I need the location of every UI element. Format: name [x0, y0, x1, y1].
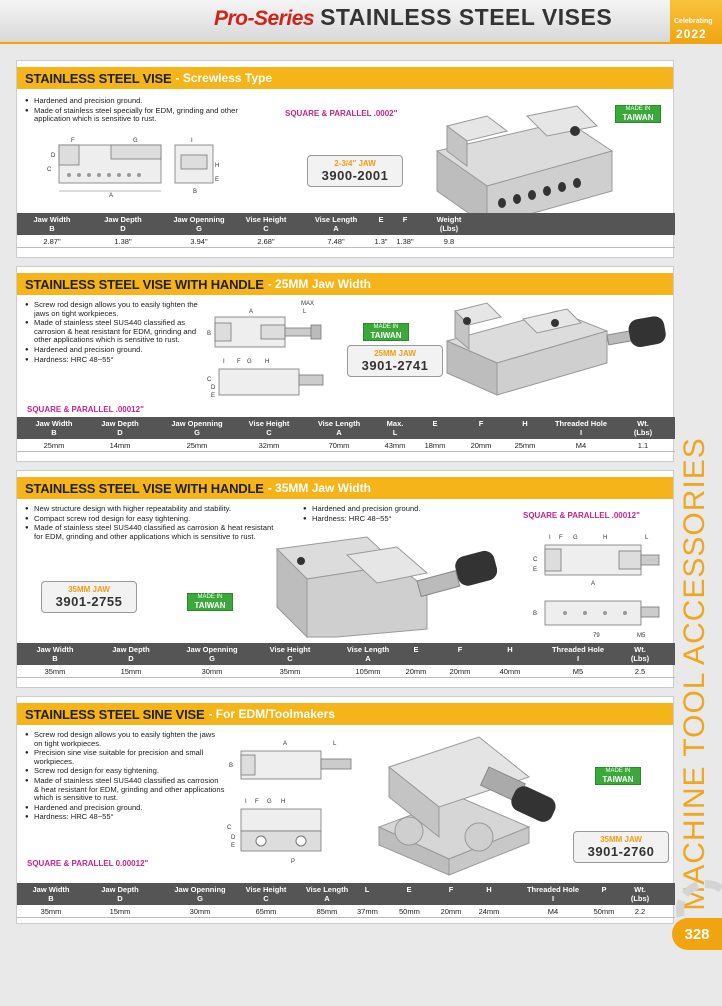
- feature-item: ● Hardened and precision ground.: [25, 346, 205, 355]
- spec-header-label: Threaded Hole: [554, 419, 608, 428]
- spec-value-cell: 35mm: [279, 667, 301, 676]
- spec-header-cell: [301, 215, 371, 233]
- spec-value-row: [17, 235, 675, 248]
- dim-label: D: [51, 153, 56, 159]
- feature-item: ● Made of stainless steel SUS440 classified as carrosion & heat resistant for EDM, grinding and other applications which is sensitive to rust.: [25, 524, 275, 541]
- model-jaw-size: 25MM JAW: [374, 349, 416, 358]
- spec-header-cell: [399, 885, 419, 894]
- spec-header-label: Max.: [386, 419, 404, 428]
- spec-header-code: P: [601, 885, 607, 894]
- dim-label: G: [573, 535, 578, 541]
- feature-item: ● Compact screw rod design for easy tightening.: [25, 515, 275, 524]
- spec-header-code: D: [117, 428, 123, 437]
- spec-header-code: D: [120, 224, 126, 233]
- model-number: 3901-2760: [587, 844, 655, 859]
- category-label: MACHINE TOOL ACCESSORIES: [678, 437, 711, 911]
- spec-value-cell: 18mm: [424, 441, 446, 450]
- feature-item: ● Hardness: HRC 48~55°: [303, 515, 473, 524]
- spec-header-row: [17, 417, 675, 439]
- dim-label: A: [109, 193, 114, 197]
- dim-label: I: [549, 535, 551, 541]
- feature-list: [25, 301, 205, 365]
- panel-title-bar: [17, 477, 673, 499]
- vise-dimension-drawing: [205, 297, 335, 409]
- feature-item: ● Hardened and precision ground.: [25, 97, 275, 106]
- square-parallel-spec: SQUARE & PARALLEL .00012": [27, 405, 144, 414]
- spec-value-row: [17, 439, 675, 452]
- spec-header-label: Wt.: [637, 419, 649, 428]
- spec-table: [17, 213, 675, 248]
- spec-value-cell: 3.94": [190, 237, 208, 246]
- feature-item: ● Made of stainless steel SUS440 classified as carrosion & heat resistant for EDM, grinding and other applications which is sensitive to rust.: [25, 777, 225, 803]
- spec-header-cell: [393, 215, 417, 224]
- spec-value-cell: 43mm: [384, 441, 406, 450]
- spec-header-label: Vise Height: [245, 885, 287, 894]
- dim-label: L: [333, 741, 337, 747]
- spec-value-cell: 1.1: [637, 441, 649, 450]
- made-in-line2: TAIWAN: [602, 775, 634, 784]
- model-box: [41, 581, 137, 613]
- dim-label: B: [533, 611, 538, 617]
- spec-table: [17, 643, 675, 678]
- spec-header-cell: [255, 645, 325, 663]
- spec-value-cell: 25mm: [186, 441, 208, 450]
- spec-header-cell: [477, 885, 501, 894]
- spec-header-cell: [445, 645, 475, 654]
- spec-header-cell: [167, 419, 227, 437]
- feature-item: ● Made of stainless steel SUS440 classified as carrosion & heat resistant for EDM, grinding and other applications which is sensitive to rust.: [25, 319, 205, 345]
- spec-header-code: (Lbs): [630, 894, 650, 903]
- dim-label: G: [247, 359, 252, 365]
- spec-header-code: D: [128, 654, 134, 663]
- spec-value-cell: 30mm: [189, 907, 211, 916]
- dim-label: I: [223, 359, 225, 365]
- spec-value-cell: 7.48": [327, 237, 345, 246]
- spec-header-code: H: [507, 645, 513, 654]
- spec-value-cell: 1.38": [396, 237, 414, 246]
- made-in-line1: MADE IN: [625, 106, 651, 112]
- product-panel-sine-vise: [16, 696, 674, 924]
- dim-label: I: [245, 799, 247, 805]
- feature-item: ● Made of stainless steel specially for EDM, grinding and other application which is sensitive to rust.: [25, 107, 275, 124]
- spec-header-label: Jaw Openning: [173, 215, 225, 224]
- spec-value-cell: 20mm: [449, 667, 471, 676]
- spec-value-cell: 25mm: [514, 441, 536, 450]
- spec-header-label: Jaw Openning: [174, 885, 226, 894]
- spec-header-cell: [23, 885, 79, 903]
- spec-value-cell: 105mm: [355, 667, 381, 676]
- dim-label: I: [191, 138, 193, 144]
- feature-list: [25, 97, 275, 125]
- spec-value-cell: 1.38": [114, 237, 132, 246]
- spec-header-label: Jaw Depth: [104, 215, 142, 224]
- title-label: STAINLESS STEEL VISES: [320, 4, 613, 30]
- spec-header-code: C: [263, 224, 269, 233]
- dim-label: C: [533, 557, 538, 563]
- spec-header-label: Jaw Depth: [112, 645, 150, 654]
- square-parallel-spec: SQUARE & PARALLEL .00012": [523, 511, 640, 520]
- dim-label: D: [211, 385, 216, 391]
- spec-header-cell: [333, 645, 403, 663]
- spec-header-code: L: [392, 428, 398, 437]
- dim-label: H: [265, 359, 270, 365]
- page-number: 328: [672, 918, 722, 950]
- spec-header-code: F: [478, 419, 484, 428]
- spec-header-code: F: [457, 645, 463, 654]
- made-in-line1: MADE IN: [373, 324, 399, 330]
- dim-label: H: [215, 163, 220, 169]
- spec-header-cell: [93, 419, 147, 437]
- model-jaw-size: 35MM JAW: [68, 585, 110, 594]
- spec-header-cell: [163, 215, 235, 233]
- page-header: [0, 0, 722, 44]
- vise-with-handle-photo: [267, 529, 497, 639]
- spec-header-code: E: [406, 885, 412, 894]
- spec-header-label: Vise Height: [248, 419, 290, 428]
- panel-title: STAINLESS STEEL SINE VISE: [25, 706, 205, 722]
- made-in-taiwan-badge: [187, 593, 233, 611]
- panel-title-bar: [17, 67, 673, 89]
- spec-value-cell: 2.68": [257, 237, 275, 246]
- made-in-line2: TAIWAN: [194, 601, 226, 610]
- dim-label: L: [645, 535, 649, 541]
- spec-value-cell: 37mm: [357, 907, 378, 916]
- spec-header-label: Threaded Hole: [551, 645, 605, 654]
- panel-subtitle: - Screwless Type: [175, 71, 272, 85]
- spec-header-label: Vise Length: [317, 419, 361, 428]
- dim-label: P: [291, 859, 296, 865]
- spec-value-cell: 20mm: [470, 441, 492, 450]
- spec-header-cell: [231, 885, 301, 903]
- spec-header-code: A: [333, 224, 339, 233]
- spec-header-code: A: [365, 654, 371, 663]
- spec-header-label: Vise Height: [269, 645, 311, 654]
- spec-header-code: C: [263, 894, 269, 903]
- spec-header-cell: [537, 645, 619, 663]
- badge-year: 2022: [676, 27, 707, 41]
- brand-label: Pro-Series: [214, 7, 315, 30]
- spec-header-label: Vise Length: [346, 645, 390, 654]
- feature-item: ● Hardness: HRC 48~55°: [25, 813, 225, 822]
- spec-header-cell: [541, 419, 621, 437]
- dim-label: E: [231, 843, 236, 849]
- made-in-line1: MADE IN: [197, 594, 223, 600]
- square-parallel-spec: SQUARE & PARALLEL .0002": [285, 109, 398, 118]
- spec-header-cell: [423, 419, 447, 428]
- feature-list: [25, 731, 225, 823]
- dim-label: F: [255, 799, 259, 805]
- dim-label: F: [559, 535, 563, 541]
- panel-title: STAINLESS STEEL VISE: [25, 70, 172, 86]
- spec-header-label: Jaw Openning: [186, 645, 238, 654]
- spec-value-cell: 2.2: [634, 907, 646, 916]
- spec-value-cell: 70mm: [328, 441, 350, 450]
- vise-dimension-drawing: [515, 525, 665, 645]
- feature-item: ● Hardened and precision ground.: [25, 804, 225, 813]
- spec-header-code: L: [364, 885, 370, 894]
- spec-header-label: Vise Length: [314, 215, 358, 224]
- spec-value-row: [17, 905, 675, 918]
- spec-value-cell: 50mm: [593, 907, 615, 916]
- spec-value-row: [17, 665, 675, 678]
- spec-header-cell: [593, 885, 615, 894]
- spec-value-cell: 35mm: [44, 667, 66, 676]
- spec-header-label: Jaw Depth: [101, 885, 139, 894]
- product-panel-screwless: [16, 60, 674, 258]
- model-box: [307, 155, 403, 187]
- spec-header-code: I: [576, 654, 580, 663]
- spec-value-cell: 15mm: [109, 907, 131, 916]
- spec-value-cell: M5: [572, 667, 584, 676]
- dim-label: A: [591, 581, 596, 587]
- feature-item: ● Screw rod design for easy tightening.: [25, 767, 225, 776]
- spec-header-code: G: [197, 894, 203, 903]
- spec-header-label: Weight: [436, 215, 462, 224]
- spec-value-cell: 9.8: [443, 237, 455, 246]
- feature-item: ● Screw rod design allows you to easily tighten the jaws on tight workpieces.: [25, 731, 225, 748]
- made-in-line1: MADE IN: [605, 768, 631, 774]
- dim-label: B: [193, 189, 198, 195]
- dim-label: A: [283, 741, 288, 747]
- panel-subtitle: - For EDM/Toolmakers: [208, 707, 335, 721]
- square-parallel-spec: SQUARE & PARALLEL 0.00012": [27, 859, 149, 868]
- dim-label: H: [281, 799, 286, 805]
- sine-vise-photo: [369, 727, 579, 877]
- vise-with-handle-photo: [437, 291, 667, 401]
- vise-dimension-drawing: [47, 137, 227, 197]
- spec-header-code: B: [49, 224, 55, 233]
- anniversary-badge: [670, 0, 722, 44]
- model-number: 3900-2001: [321, 168, 389, 183]
- spec-header-cell: [419, 215, 479, 233]
- dim-label: E: [215, 177, 220, 183]
- dim-label: MAX: [301, 301, 315, 307]
- dim-label: C: [47, 167, 52, 173]
- spec-header-row: [17, 883, 675, 905]
- spec-value-cell: 40mm: [499, 667, 521, 676]
- panel-subtitle: - 35MM Jaw Width: [267, 481, 371, 495]
- spec-header-code: D: [117, 894, 123, 903]
- spec-header-cell: [439, 885, 463, 894]
- spec-value-cell: 14mm: [109, 441, 131, 450]
- spec-header-code: (Lbs): [630, 654, 650, 663]
- spec-value-cell: 20mm: [405, 667, 427, 676]
- model-box: [347, 345, 443, 377]
- panel-title: STAINLESS STEEL VISE WITH HANDLE: [25, 480, 264, 496]
- spec-header-cell: [469, 419, 493, 428]
- spec-header-code: I: [551, 894, 555, 903]
- model-box: [573, 831, 669, 863]
- spec-value-cell: 20mm: [440, 907, 462, 916]
- spec-header-label: Jaw Openning: [171, 419, 223, 428]
- spec-header-row: [17, 213, 675, 235]
- spec-header-cell: [513, 419, 537, 428]
- product-panel-35mm: [16, 470, 674, 688]
- spec-header-code: H: [486, 885, 492, 894]
- page-title: [214, 4, 612, 38]
- made-in-line2: TAIWAN: [622, 113, 654, 122]
- spec-value-cell: 35mm: [40, 907, 62, 916]
- spec-header-code: E: [432, 419, 438, 428]
- spec-header-code: F: [402, 215, 408, 224]
- spec-header-code: F: [448, 885, 454, 894]
- spec-table: [17, 417, 675, 452]
- dim-label: C: [207, 377, 212, 383]
- spec-header-code: G: [196, 224, 202, 233]
- panel-title-bar: [17, 703, 673, 725]
- dim-label: L: [303, 309, 307, 315]
- spec-header-cell: [401, 645, 431, 654]
- panel-title: STAINLESS STEEL VISE WITH HANDLE: [25, 276, 264, 292]
- feature-list-right: [303, 505, 473, 524]
- dim-label: F: [71, 138, 75, 144]
- dim-label: F: [237, 359, 241, 365]
- spec-header-cell: [93, 885, 147, 903]
- spec-table: [17, 883, 675, 918]
- made-in-taiwan-badge: [363, 323, 409, 341]
- spec-value-cell: 15mm: [120, 667, 142, 676]
- spec-header-cell: [619, 885, 661, 903]
- model-jaw-size: 35MM JAW: [600, 835, 642, 844]
- spec-header-code: B: [48, 894, 54, 903]
- spec-header-code: A: [336, 428, 342, 437]
- spec-header-cell: [357, 885, 377, 894]
- spec-header-cell: [623, 419, 663, 437]
- feature-item: ● Screw rod design allows you to easily tighten the jaws on tight workpieces.: [25, 301, 205, 318]
- spec-header-cell: [375, 419, 415, 437]
- spec-header-label: Jaw Width: [36, 645, 74, 654]
- spec-header-code: G: [194, 428, 200, 437]
- spec-header-label: Threaded Hole: [526, 885, 580, 894]
- made-in-taiwan-badge: [615, 105, 661, 123]
- spec-header-cell: [513, 885, 593, 903]
- product-panel-25mm: [16, 266, 674, 462]
- spec-header-cell: [165, 885, 235, 903]
- dim-label: M5: [637, 633, 646, 639]
- spec-header-code: I: [579, 428, 583, 437]
- made-in-taiwan-badge: [595, 767, 641, 785]
- feature-item: ● Hardened and precision ground.: [303, 505, 473, 514]
- spec-value-cell: 65mm: [255, 907, 277, 916]
- model-number: 3901-2755: [55, 594, 123, 609]
- spec-value-cell: 50mm: [399, 907, 420, 916]
- dim-label: D: [231, 835, 236, 841]
- dim-label: G: [133, 138, 138, 144]
- spec-header-label: Vise Length: [305, 885, 349, 894]
- feature-item: ● New structure design with higher repeatability and stability.: [25, 505, 275, 514]
- spec-header-label: Jaw Width: [33, 215, 71, 224]
- spec-header-cell: [27, 419, 81, 437]
- spec-header-code: H: [522, 419, 528, 428]
- model-number: 3901-2741: [361, 358, 429, 373]
- dim-label: B: [229, 763, 234, 769]
- dim-label: A: [249, 309, 254, 315]
- spec-header-cell: [495, 645, 525, 654]
- spec-header-label: Jaw Width: [35, 419, 73, 428]
- feature-item: ● Hardness: HRC 48~55°: [25, 356, 205, 365]
- spec-header-code: B: [51, 428, 57, 437]
- vise-dimension-drawing: [221, 731, 371, 867]
- spec-header-cell: [93, 215, 153, 233]
- spec-header-label: Wt.: [634, 885, 646, 894]
- spec-header-code: C: [266, 428, 272, 437]
- spec-header-cell: [103, 645, 159, 663]
- dim-label: E: [211, 393, 216, 399]
- spec-header-code: E: [413, 645, 419, 654]
- spec-value-cell: 25mm: [43, 441, 65, 450]
- spec-value-cell: M4: [547, 907, 559, 916]
- spec-header-cell: [619, 645, 661, 663]
- spec-header-label: Jaw Width: [32, 885, 70, 894]
- spec-value-cell: 85mm: [316, 907, 338, 916]
- spec-header-cell: [371, 215, 391, 224]
- dim-label: E: [533, 567, 538, 573]
- screwless-vise-photo: [417, 91, 617, 231]
- dim-label: C: [227, 825, 232, 831]
- feature-list: [25, 505, 275, 542]
- made-in-line2: TAIWAN: [370, 331, 402, 340]
- spec-value-cell: 24mm: [478, 907, 500, 916]
- spec-header-cell: [27, 645, 83, 663]
- spec-value-cell: 32mm: [258, 441, 280, 450]
- model-jaw-size: 2-3/4" JAW: [334, 159, 376, 168]
- spec-header-code: G: [209, 654, 215, 663]
- spec-value-cell: 2.5: [634, 667, 646, 676]
- dim-label: G: [267, 799, 272, 805]
- spec-value-cell: 1.3": [374, 237, 388, 246]
- spec-header-code: (Lbs): [439, 224, 459, 233]
- spec-value-cell: 2.87": [43, 237, 61, 246]
- spec-header-code: E: [378, 215, 384, 224]
- dim-label: H: [603, 535, 608, 541]
- spec-header-code: A: [324, 894, 330, 903]
- spec-header-code: B: [52, 654, 58, 663]
- dim-label: B: [207, 331, 212, 337]
- spec-header-cell: [239, 419, 299, 437]
- spec-header-label: Wt.: [634, 645, 646, 654]
- spec-header-cell: [27, 215, 77, 233]
- spec-header-cell: [177, 645, 247, 663]
- dim-label: 79: [593, 633, 600, 639]
- category-sidebar: [668, 44, 722, 1006]
- spec-header-row: [17, 643, 675, 665]
- spec-header-code: C: [287, 654, 293, 663]
- badge-caption: Celebrating: [674, 18, 713, 25]
- spec-value-cell: 30mm: [201, 667, 223, 676]
- spec-header-code: (Lbs): [633, 428, 653, 437]
- spec-value-cell: M4: [575, 441, 587, 450]
- feature-item: ● Precision sine vise suitable for precision and small workpieces.: [25, 749, 225, 766]
- spec-header-cell: [297, 885, 357, 903]
- spec-header-label: Vise Height: [245, 215, 287, 224]
- spec-header-cell: [309, 419, 369, 437]
- spec-header-label: Jaw Depth: [101, 419, 139, 428]
- spec-header-cell: [235, 215, 297, 233]
- panel-subtitle: - 25MM Jaw Width: [267, 277, 371, 291]
